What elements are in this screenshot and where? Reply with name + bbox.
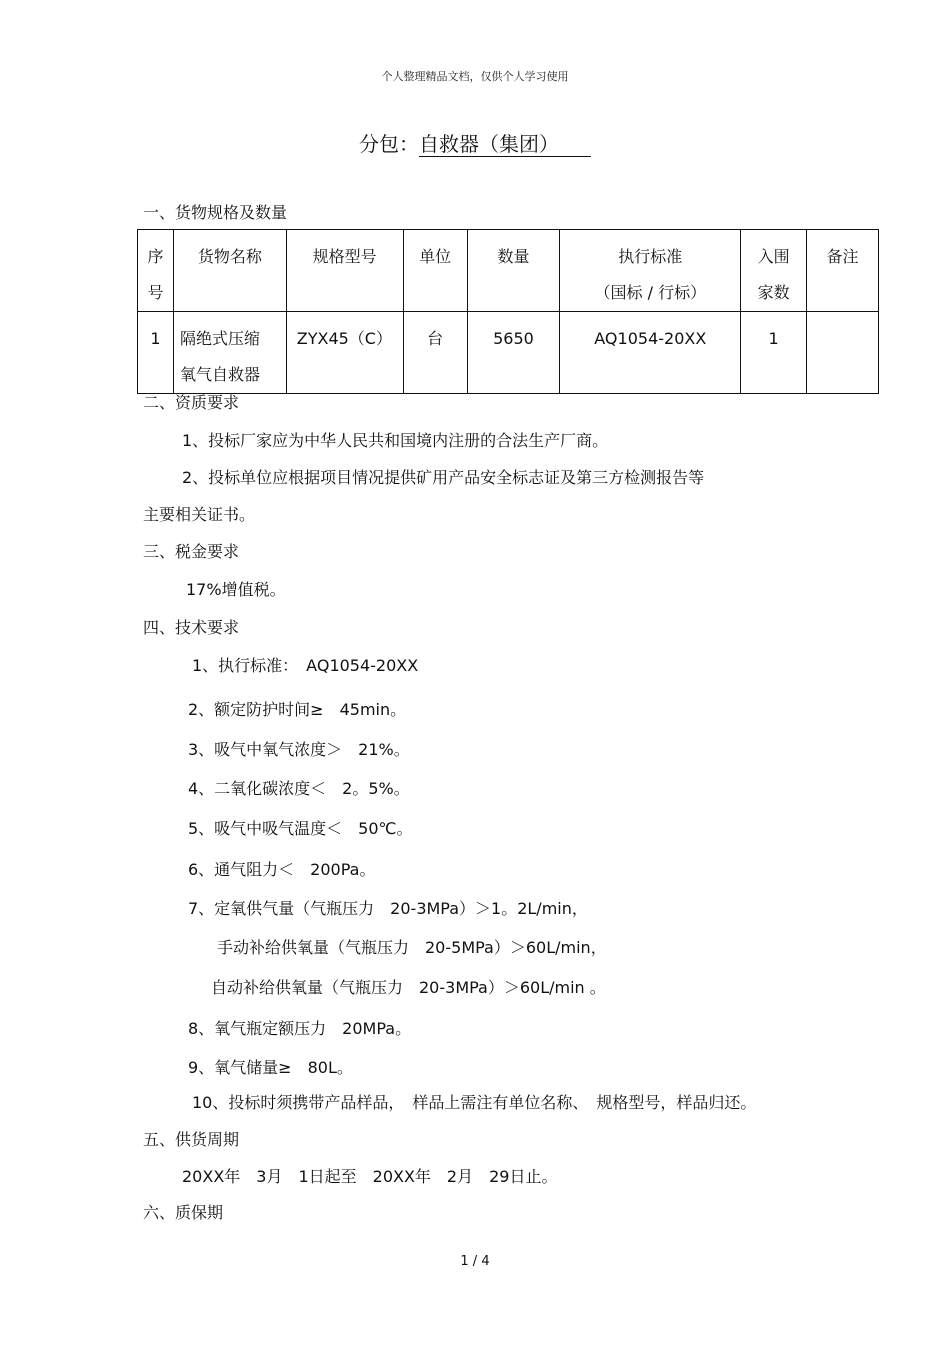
header-qty: 数量	[467, 230, 560, 312]
cell-seq: 1	[138, 312, 174, 394]
tech-item-8: 8、氧气瓶定额压力 20MPa。	[188, 1019, 412, 1038]
section-heading-1: 一、货物规格及数量	[143, 203, 288, 222]
tech-item-7: 7、定氧供气量（气瓶压力 20-3MPa）＞1。2L/min，	[188, 899, 588, 918]
header-standard: 执行标准 （国标 / 行标）	[560, 230, 741, 312]
tech-item-5: 5、吸气中吸气温度＜ 50℃。	[188, 819, 413, 838]
cell-name: 隔绝式压缩 氧气自救器	[173, 312, 286, 394]
cell-qty: 5650	[467, 312, 560, 394]
page-number: 1 / 4	[460, 1254, 490, 1269]
tech-item-3: 3、吸气中氧气浓度＞ 21%。	[188, 740, 410, 759]
tax-text: 17%增值税。	[186, 580, 286, 599]
header-model: 规格型号	[286, 230, 403, 312]
document-title	[0, 128, 950, 157]
header-name: 货物名称	[173, 230, 286, 312]
supply-period-text: 20XX年 3月 1日起至 20XX年 2月 29日止。	[182, 1167, 558, 1186]
spec-table	[137, 229, 879, 394]
tech-item-9: 9、氧气储量≥ 80L。	[188, 1058, 353, 1077]
cell-standard: AQ1054-20XX	[560, 312, 741, 394]
tech-item-4: 4、二氧化碳浓度＜ 2。5%。	[188, 779, 410, 798]
tech-item-7-auto: 自动补给供氧量（气瓶压力 20-3MPa）＞60L/min 。	[211, 978, 606, 997]
header-seq: 序 号	[138, 230, 174, 312]
cell-unit: 台	[403, 312, 467, 394]
section-heading-5: 五、供货周期	[143, 1130, 240, 1149]
table-header-row	[138, 230, 879, 312]
section-heading-2: 二、资质要求	[143, 393, 240, 412]
section-heading-6: 六、质保期	[143, 1203, 224, 1222]
qualification-item-2: 2、投标单位应根据项目情况提供矿用产品安全标志证及第三方检测报告等	[182, 468, 705, 487]
qualification-item-2-cont: 主要相关证书。	[143, 505, 256, 524]
cell-count: 1	[741, 312, 807, 394]
tech-item-1: 1、执行标准： AQ1054-20XX	[192, 656, 419, 675]
tech-item-6: 6、通气阻力＜ 200Pa。	[188, 860, 376, 879]
header-note: 个人整理精品文档，仅供个人学习使用	[381, 70, 569, 83]
section-heading-3: 三、税金要求	[143, 542, 240, 561]
tech-item-7-manual: 手动补给供氧量（气瓶压力 20-5MPa）＞60L/min，	[217, 938, 607, 957]
title-main: 自救器（集团）	[419, 132, 591, 157]
tech-item-2: 2、额定防护时间≥ 45min。	[188, 700, 407, 719]
table-row	[138, 312, 879, 394]
header-unit: 单位	[403, 230, 467, 312]
tech-item-10: 10、投标时须携带产品样品， 样品上需注有单位名称、 规格型号，样品归还。	[192, 1093, 757, 1112]
cell-remark	[807, 312, 879, 394]
qualification-item-1: 1、投标厂家应为中华人民共和国境内注册的合法生产厂商。	[182, 431, 609, 450]
cell-model: ZYX45（C）	[286, 312, 403, 394]
header-count: 入围 家数	[741, 230, 807, 312]
header-remark: 备注	[807, 230, 879, 312]
title-prefix: 分包：	[359, 132, 419, 156]
section-heading-4: 四、技术要求	[143, 618, 240, 637]
